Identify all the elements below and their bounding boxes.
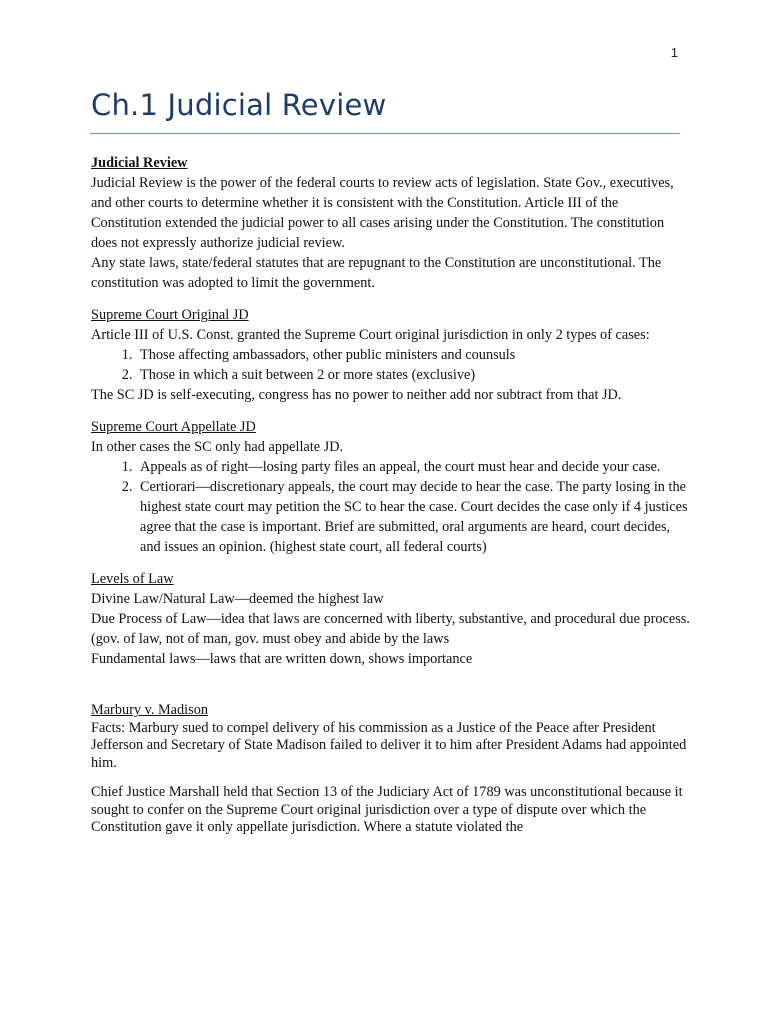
paragraph: Due Process of Law—idea that laws are concerned with liberty, substantive, and procedural due process. (gov. of law, not of man, gov. must obey and abide by the laws (91, 611, 690, 647)
section-heading-appellate-jd: Supreme Court Appellate JD (91, 419, 256, 435)
section-heading-marbury: Marbury v. Madison (91, 702, 209, 718)
paragraph: Judicial Review is the power of the federal courts to review acts of legislation. State Gov., executives, and other courts to determine whether it is consistent with the Constitution. Article III of the Constitution extended the judicial power to all cases arising under the Constitution. The constitution does not expressly authorize judicial review. (91, 175, 674, 251)
list-item: 1. Those affecting ambassadors, other public ministers and counsuls (136, 345, 691, 365)
page-number: 1 (670, 45, 678, 60)
section-heading-levels-of-law: Levels of Law (91, 571, 174, 587)
list-item: 1. Appeals as of right—losing party files an appeal, the court must hear and decide your case. (136, 457, 691, 477)
paragraph: Article III of U.S. Const. granted the Supreme Court original jurisdiction in only 2 types of cases: (91, 327, 650, 343)
paragraph: Chief Justice Marshall held that Section 13 of the Judiciary Act of 1789 was unconstitutional because it sought to confer on the Supreme Court original jurisdiction over a type of dispute over which the Constitution gave it only appellate jurisdiction. Where a statute violated the (91, 784, 683, 835)
paragraph: Divine Law/Natural Law—deemed the highest law (91, 591, 384, 607)
paragraph: In other cases the SC only had appellate JD. (91, 439, 344, 455)
section-heading-original-jd: Supreme Court Original JD (91, 307, 249, 323)
list-item: 2. Those in which a suit between 2 or more states (exclusive) (136, 365, 691, 385)
numbered-list (91, 457, 691, 557)
paragraph: Fundamental laws—laws that are written down, shows importance (91, 651, 473, 667)
title-divider (90, 133, 680, 134)
paragraph: Facts: Marbury sued to compel delivery of his commission as a Justice of the Peace after President Jefferson and Secretary of State Madison failed to deliver it to him after President Adams had appointed him. (91, 719, 687, 771)
paragraph: The SC JD is self-executing, congress has no power to neither add nor subtract from that JD. (91, 387, 622, 403)
document-body (91, 153, 691, 837)
page-title: Ch.1 Judicial Review (91, 88, 387, 122)
numbered-list (91, 345, 691, 385)
list-item: 2. Certiorari—discretionary appeals, the court may decide to hear the case. The party losing in the highest state court may petition the SC to hear the case. Court decides the case only if 4 justices agree that the case is important. Brief are submitted, oral arguments are heard, court decides, and issues an opinion. (highest state court, all federal courts) (136, 477, 691, 557)
section-heading-judicial-review: Judicial Review (91, 155, 188, 171)
paragraph: Any state laws, state/federal statutes that are repugnant to the Constitution are unconstitutional. The constitution was adopted to limit the government. (91, 255, 662, 291)
